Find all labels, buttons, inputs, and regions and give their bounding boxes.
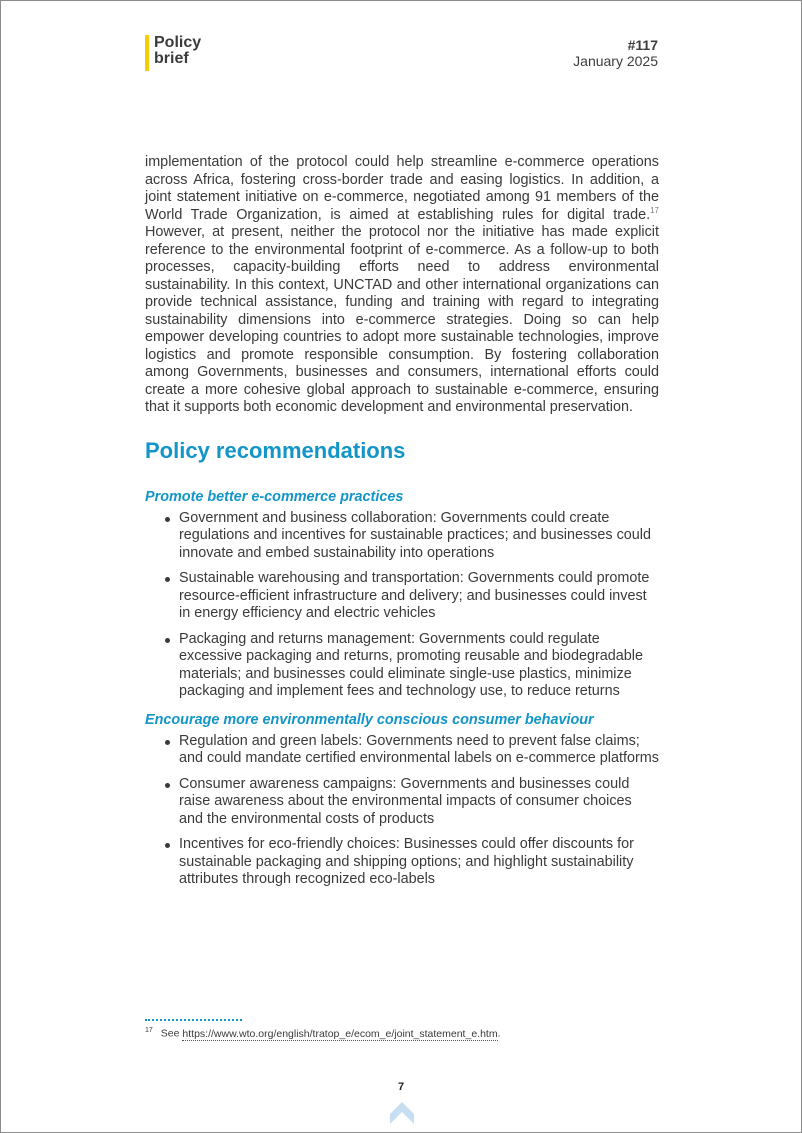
footnote	[145, 1027, 501, 1040]
intro-text-part-1: implementation of the protocol could help streamline e-commerce operations across Africa, fostering cross-border trade and easing logistics. In addition, a joint statement initiative on e-commerce, negotiated among 91 members of the World Trade Organization, is aimed at establishing rules for digital trade.	[145, 154, 659, 223]
section-heading: Policy recommendations	[145, 437, 406, 463]
list-item: Government and business collaboration: Governments could create regulations and incentives for sustainable practices; and businesses could innovate and embed sustainability into operations	[179, 510, 659, 563]
list-item: Sustainable warehousing and transportation: Governments could promote resource-efficient infrastructure and delivery; and businesses could invest in energy efficiency and electric vehicles	[179, 570, 659, 623]
back-to-top-button[interactable]	[389, 1100, 415, 1126]
intro-paragraph	[145, 154, 659, 417]
issue-info	[573, 37, 658, 69]
issue-date: January 2025	[573, 53, 658, 69]
brand-line-2: brief	[154, 50, 189, 67]
page-number: 7	[397, 1081, 405, 1093]
policy-brief-logo	[145, 35, 201, 71]
list-item: Regulation and green labels: Governments need to prevent false claims; and could mandate certified environmental labels on e-commerce platforms	[179, 732, 659, 766]
list-item: Incentives for eco-friendly choices: Businesses could offer discounts for sustainable packaging and shipping options; and highlight sustainability attributes through recognized eco-labels	[179, 836, 659, 889]
footnote-number: 17	[145, 1027, 153, 1034]
main-content	[145, 154, 659, 897]
issue-number: #117	[627, 37, 658, 53]
intro-text-part-2: However, at present, neither the protocol nor the initiative has made explicit reference to the environmental footprint of e-commerce. As a follow-up to both processes, capacity-building efforts need to address environmental sustainability. In this context, UNCTAD and other international organizations can provide technical assistance, funding and training with regard to integrating sustainability dimensions into e-commerce strategies. Doing so can help empower developing countries to adopt more sustainable technologies, improve logistics and promote responsible consumption. By fostering collaboration among Governments, businesses and consumers, international efforts could create a more cohesive global approach to sustainable e-commerce, ensuring that it supports both economic development and environmental preservation.	[145, 224, 659, 415]
footnote-prefix: See	[160, 1027, 183, 1040]
chevron-up-icon	[389, 1100, 415, 1126]
list-item: Consumer awareness campaigns: Governments and businesses could raise awareness about the environmental impacts of consumer choices and the environmental costs of products	[179, 776, 659, 829]
bullet-list-consumer	[145, 733, 659, 889]
footnote-divider	[145, 1019, 242, 1021]
list-item: Packaging and returns management: Governments could regulate excessive packaging and returns, promoting reusable and biodegradable materials; and businesses could eliminate single-use plastics, minimize packaging and implement fees and technology use, to reduce returns	[179, 631, 659, 701]
subheading-better-practices: Promote better e-commerce practices	[145, 488, 404, 505]
brand-line-1: Policy	[154, 34, 202, 51]
footnote-reference: 17	[650, 205, 659, 215]
footnote-suffix: .	[497, 1027, 501, 1040]
bullet-list-practices	[145, 510, 659, 701]
footnote-link[interactable]: https://www.wto.org/english/tratop_e/ecom_e/joint_statement_e.htm	[182, 1027, 498, 1040]
subheading-consumer-behaviour: Encourage more environmentally conscious consumer behaviour	[145, 711, 594, 728]
